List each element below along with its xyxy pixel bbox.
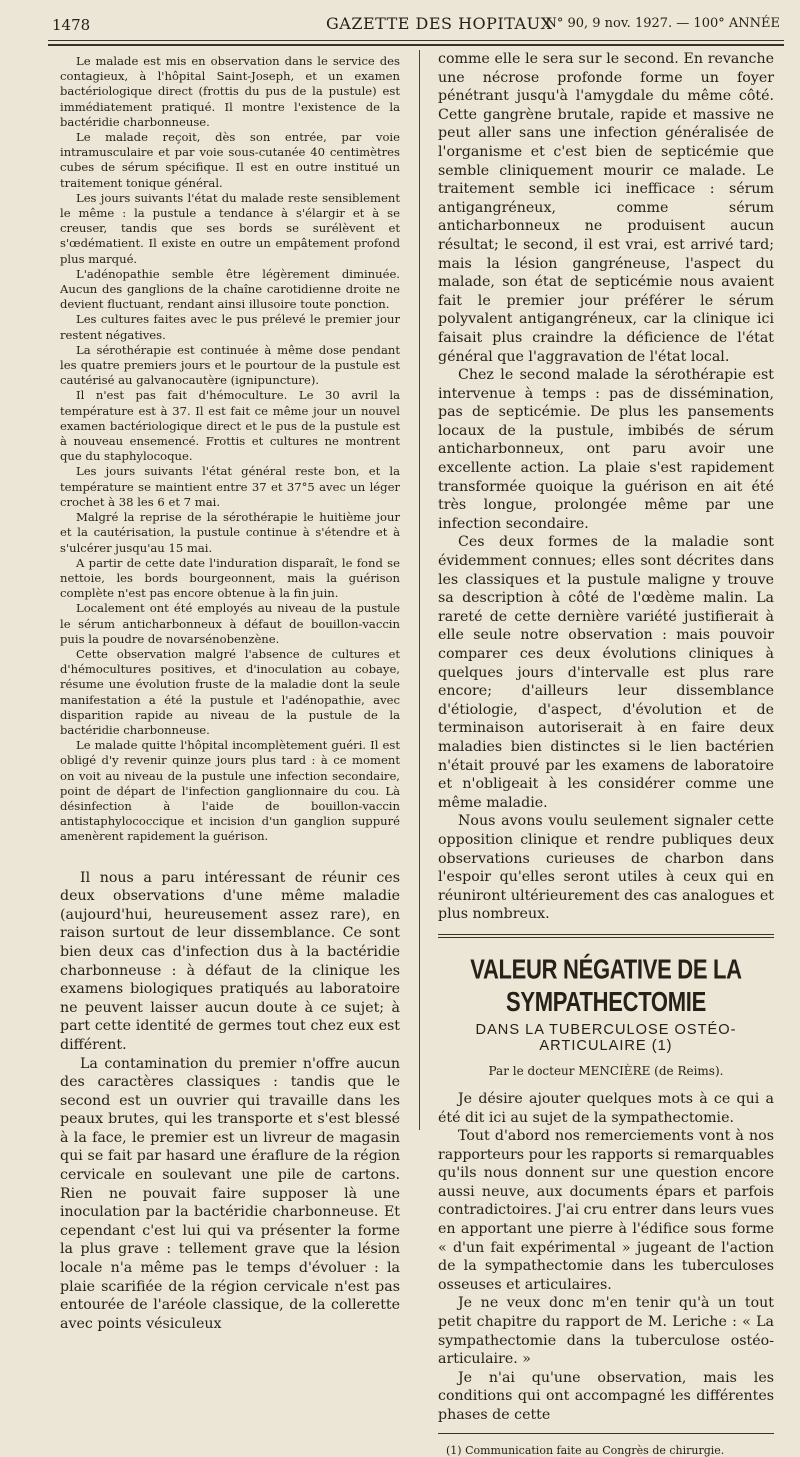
paragraph: La contamination du premier n'offre aucun des caractères classiques : tandis que le second est un ouvrier qui travaille dans les peaux brutes, qui les transporte et s'est blessé à la face, le premier est un livreur de magasin qui se fait par hasard une éraflure de la région cervicale en soulevant une pile de cartons. Rien ne pouvait faire supposer là une inoculation par la bactéridie charbonneuse. Et cependant c'est lui qui va présenter la forme la plus grave : tellement grave que la lésion locale n'a même pas le temps d'évoluer : la plaie scarifiée de la région cervicale n'est pas entourée de l'aréole classique, de la collerette avec points vésiculeux bbox=[60, 1055, 400, 1332]
paragraph: Il n'est pas fait d'hémoculture. Le 30 avril la température est à 37. Il est fait ce même jour un nouvel examen bactériologique direct et le pus de la pustule est à nouveau ensemencé. Frottis et cultures ne montrent que du staphylocoque. bbox=[60, 388, 400, 464]
footnote: (1) Communication faite au Congrès de chirurgie. bbox=[446, 1443, 725, 1457]
paragraph: A partir de cette date l'induration disparaît, le fond se nettoie, les bords bourgeonnent, mais la guérison complète n'est pas encore obtenue à la fin juin. bbox=[60, 555, 400, 601]
paragraph: Les cultures faites avec le pus prélevé le premier jour restent négatives. bbox=[60, 312, 400, 342]
paragraph: comme elle le sera sur le second. En revanche une nécrose profonde forme un foyer pénétrant jusqu'à l'amygdale du même côté. Cette gangrène brutale, rapide et massive ne peut aller sans une infection généralisée de l'organisme et c'est bien de septicémie que semble cliniquement mourir ce malade. Le traitement semble ici inefficace : sérum antigangréneux, comme sérum anticharbonneux ne produisent aucun résultat; le second, il est vrai, est arrivé tard; mais la lésion gangréneuse, l'aspect du malade, son état de septicémie nous avaient fait le premier jour préférer le sérum polyvalent antigangréneux, car la clinique ici faisait plus craindre la déficience de l'état général que l'aggravation de l'état local. bbox=[438, 51, 774, 365]
paragraph: Je n'ai qu'une observation, mais les conditions qui ont accompagné les différentes phases de cette bbox=[438, 1369, 774, 1423]
article-title: VALEUR NÉGATIVE DE LA SYMPATHECTOMIE bbox=[470, 953, 742, 1018]
paragraph: Je désire ajouter quelques mots à ce qui a été dit ici au sujet de la sympathectomie. bbox=[438, 1090, 774, 1126]
article-author: Par le docteur MENCIÈRE (de Reims). bbox=[488, 1063, 724, 1078]
section-gap bbox=[60, 845, 400, 869]
discussion-text bbox=[60, 869, 400, 1334]
paragraph: Les jours suivants l'état du malade reste sensiblement le même : la pustule a tendance à s'élargir et à se creuser, tandis que ses bords se surélèvent et s'œdématient. Il existe en outre un empâtement profond plus marqué. bbox=[60, 190, 400, 266]
column-divider bbox=[419, 50, 420, 1130]
page-number: 1478 bbox=[52, 16, 91, 34]
right-column bbox=[438, 50, 774, 1457]
article-body bbox=[438, 1090, 774, 1425]
article-separator bbox=[438, 934, 774, 938]
paragraph: Je ne veux donc m'en tenir qu'à un tout petit chapitre du rapport de M. Leriche : « La sympathectomie dans la tuberculose ostéo-articulaire. » bbox=[438, 1295, 774, 1368]
paragraph: Il nous a paru intéressant de réunir ces deux observations d'une même maladie (aujourd'hui, heureusement assez rare), en raison surtout de leur dissemblance. Ce sont bien deux cas d'infection dus à la bactéridie charbonneuse : à défaut de la clinique les examens biologiques pratiqués au laboratoire ne peuvent laisser aucun doute à ce sujet; à part cette identité de germes tout chez eux est différent. bbox=[60, 869, 400, 1053]
paragraph: Localement ont été employés au niveau de la pustule le sérum anticharbonneux à défaut de bouillon-vaccin puis la poudre de novarsénobenzène. bbox=[60, 601, 400, 646]
paragraph: L'adénopathie semble être légèrement diminuée. Aucun des ganglions de la chaîne carotidienne droite ne devient fluctuant, rendant ainsi illusoire toute ponction. bbox=[60, 266, 400, 312]
paragraph: Les jours suivants l'état général reste bon, et la température se maintient entre 37 et 37°5 avec un léger crochet à 38 les 6 et 7 mai. bbox=[60, 464, 400, 509]
paragraph: Malgré la reprise de la sérothérapie le huitième jour et la cautérisation, la pustule continue à s'étendre et à s'ulcérer jusqu'au 15 mai. bbox=[60, 510, 400, 555]
issue-info: N° 90, 9 nov. 1927. — 100° ANNÉE bbox=[545, 16, 780, 31]
left-column bbox=[60, 54, 400, 1333]
running-head bbox=[30, 10, 784, 36]
journal-title: GAZETTE DES HOPITAUX bbox=[326, 14, 553, 33]
paragraph: Cette observation malgré l'absence de cultures et d'hémocultures positives, et d'inoculation au cobaye, résume une évolution fruste de la maladie dont la seule manifestation a été la pustule et l'adénopathie, avec disparition rapide au niveau de la pustule de la bactéridie charbonneuse. bbox=[60, 646, 400, 737]
paragraph: Nous avons voulu seulement signaler cette opposition clinique et rendre publiques deux observations curieuses de charbon dans l'espoir qu'elles seront utiles à ceux qui en réuniront ultérieurement des cas analogues et plus nombreux. bbox=[438, 813, 774, 923]
footnote-rule bbox=[438, 1433, 774, 1434]
discussion-continued bbox=[438, 50, 774, 924]
paragraph: Tout d'abord nos remerciements vont à nos rapporteurs pour les rapports si remarquables qu'ils nous donnent sur une question encore aussi neuve, aux documents épars et parfois contradictoires. J'ai cru entrer dans leurs vues en apportant une pierre à l'édifice sous forme « d'un fait expérimental » jugeant de l'action de la sympathectomie dans les tuberculoses osseuses et articulaires. bbox=[438, 1128, 774, 1293]
paragraph: Ces deux formes de la maladie sont évidemment connues; elles sont décrites dans les classiques et la pustule maligne y trouve sa description à côté de l'œdème malin. La rareté de cette dernière variété justifierait à elle seule notre observation : mais pouvoir comparer ces deux évolutions cliniques à quelques jours d'intervalle est plus rare encore; d'ailleurs leur dissemblance d'étiologie, d'aspect, d'évolution et de terminaison autoriserait à en faire deux maladies bien distinctes si le lien bactérien n'était prouvé par les examens de laboratoire et n'obligeait à les considérer comme une même maladie. bbox=[438, 534, 774, 811]
paragraph: Le malade quitte l'hôpital incomplètement guéri. Il est obligé d'y revenir quinze jours plus tard : à ce moment on voit au niveau de la pustule une infection secondaire, point de départ de l'infection ganglionnaire du cou. Là désinfection à l'aide de bouillon-vaccin antistaphylococcique et incision d'un ganglion suppuré amenèrent rapidement la guérison. bbox=[60, 738, 400, 844]
paragraph: Le malade reçoit, dès son entrée, par voie intramusculaire et par voie sous-cutanée 40 centimètres cubes de sérum spécifique. Il est en outre institué un traitement tonique général. bbox=[60, 130, 400, 190]
case-report-small-print bbox=[60, 54, 400, 845]
header-rule bbox=[48, 40, 784, 41]
article-subtitle: DANS LA TUBERCULOSE OSTÉO-ARTICULAIRE (1) bbox=[475, 1021, 737, 1054]
paragraph: Chez le second malade la sérothérapie est intervenue à temps : pas de dissémination, pas de septicémie. De plus les pansements locaux de la pustule, imbibés de sérum anticharbonneux, ont paru avoir une excellente action. La plaie s'est rapidement transformée quoique la guérison en ait été très longue, prolongée même par une infection secondaire. bbox=[438, 367, 774, 532]
header-rule-thick bbox=[48, 44, 784, 46]
paragraph: La sérothérapie est continuée à même dose pendant les quatre premiers jours et le pourtour de la pustule est cautérisé au galvanocautère (ignipuncture). bbox=[60, 342, 400, 388]
paragraph: Le malade est mis en observation dans le service des contagieux, à l'hôpital Saint-Joseph, et un examen bactériologique direct (frottis du pus de la pustule) est immédiatement pratiqué. Il montre l'existence de la bactéridie charbonneuse. bbox=[60, 54, 400, 129]
